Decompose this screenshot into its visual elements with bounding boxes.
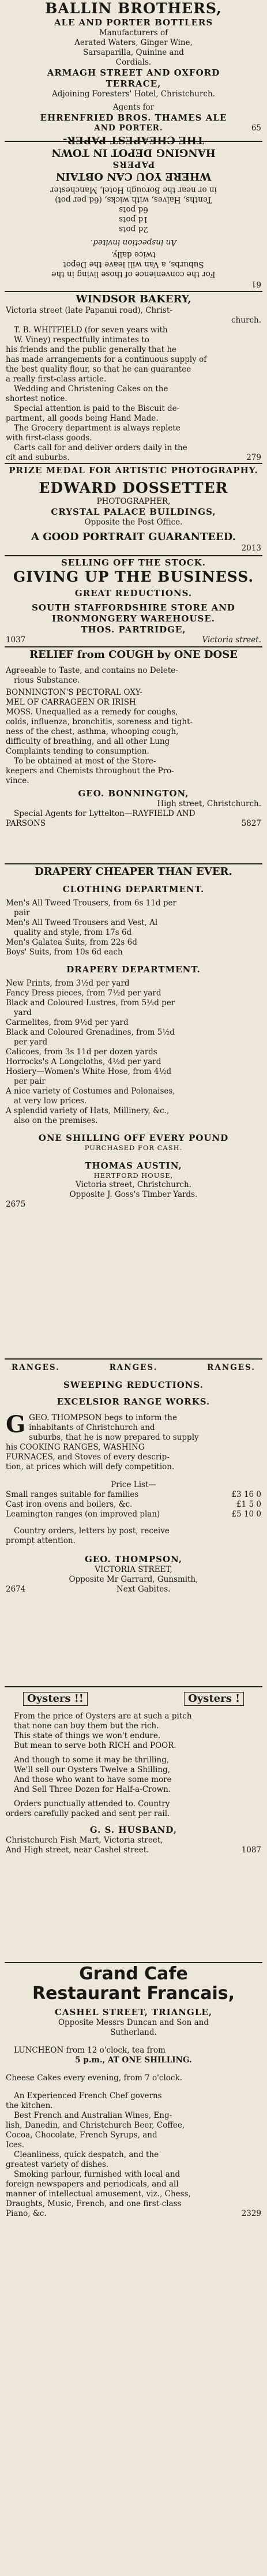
partridge-line1: GIVING UP THE BUSINESS. [13,568,254,585]
cafe-l15: Smoking parlour, furnished with local and [14,2170,180,2179]
bonnington-title: RELIEF from COUGH by ONE DOSE [29,649,238,661]
bonnington-line16-text: PARSONS [6,819,46,828]
divider [5,1686,262,1687]
windsor-line10: shortest notice. [6,394,67,403]
austin-d6: Black and Coloured Grenadines, from 5½d [6,1028,175,1037]
austin-c1: Men's All Tweed Trousers, from 6s 11d per [6,898,176,908]
ballin-line1: ALE AND PORTER BOTTLERS [54,17,213,28]
bonnington-line6: colds, influenza, bronchitis, soreness and tight- [6,717,193,727]
husband-p12: Christchurch Fish Mart, Victoria street, [6,1836,163,1845]
austin-addr1: HERTFORD HOUSE, [93,1171,174,1180]
hanging-inv11: PAPERS [112,159,155,170]
dossetter-prize: PRIZE MEDAL FOR ARTISTIC PHOTOGRAPHY. [9,465,258,475]
cafe-l19 [6,2209,261,2219]
bonnington-line8: difficulty of breathing, and all other Lung [6,737,170,746]
thompson-p5: FURNACES, and Stoves of every descrip- [6,1452,170,1462]
austin-d2: Fancy Dress pieces, from 7½d per yard [6,989,161,998]
bonnington-line16-num: 5827 [241,819,261,828]
ad-thompson-ranges [0,1361,267,1684]
austin-d11: per pair [14,1077,46,1086]
husband-p3: This state of things we won't endure. [14,1731,161,1740]
cafe-l12: Ices. [6,2140,25,2150]
austin-d5: Carmelites, from 9½d per yard [6,1018,129,1027]
cafe-l8: the kitchen. [6,2101,53,2110]
austin-c3: Men's All Tweed Trousers and Vest, Al [6,918,158,927]
bonnington-line16 [6,819,261,829]
husband-p1: From the price of Oysters are at such a pitch [14,1712,192,1721]
cafe-title-2: Restaurant Francais, [32,1983,235,2004]
partridge-line4: IRONMONGERY WAREHOUSE. [51,613,216,624]
ad-hanging-depot-inverted [0,134,267,289]
ballin-line5: Cordials. [115,58,152,67]
bonnington-line15: Special Agents for Lyttelton—RAYFIELD AND [14,809,195,818]
cafe-l10: lish, Danedin, and Christchurch Beer, Coffee, [6,2121,185,2130]
thompson-r2-label: Cast iron ovens and boilers, &c. [6,1500,133,1509]
cafe-l17: manner of intellectual amusement, viz., Chess, [6,2189,191,2199]
ad-ballin-brothers [0,0,267,103]
thompson-top3: RANGES. [207,1363,255,1372]
hanging-inv5: 2d pots [119,224,148,234]
hanging-inv9: in or near the Borough Hotel, Manchester [50,185,217,194]
husband-p6: We'll sell our Oysters Twelve a Shilling, [14,1765,170,1774]
windsor-line16-num: 279 [246,453,261,462]
hanging-inv13: THE CHEAPEST PAPER- [62,134,205,146]
windsor-line11: Special attention is paid to the Biscuit de- [14,404,180,413]
dossetter-num: 2013 [241,544,261,553]
windsor-line16 [6,453,261,463]
austin-c4: quality and style, from 17s 6d [14,928,132,937]
windsor-line5: his friends and the public generally that he [6,345,177,354]
husband-title-2: Oysters ! [184,1692,244,1706]
windsor-line2: church. [231,316,261,325]
cafe-title-1: Grand Cafe [79,1964,188,1984]
bonnington-line10: To be obtained at most of the Store- [14,757,156,766]
ad-partridge-ironmongery [0,557,267,644]
bonnington-line13: GEO. BONNINGTON, [78,788,189,799]
windsor-line12: partment, all goods being Hand Made. [6,414,159,423]
austin-shilling: ONE SHILLING OFF EVERY POUND [38,1133,229,1143]
austin-d12: A nice variety of Costumes and Polonaises, [6,1087,175,1096]
windsor-line1: Victoria street (late Papanui road), Christ- [6,306,172,315]
dossetter-line3: Opposite the Post Office. [84,518,183,527]
austin-d7: per yard [14,1038,48,1047]
hanging-inv14-num: 61 [251,279,261,289]
windsor-line16-text: cit and suburbs. [6,453,70,462]
thompson-dropcap: G [6,1411,26,1438]
windsor-line7: the best quality flour, so that he can guarantee [6,365,191,374]
ad-grand-cafe [0,1964,267,2576]
windsor-line8: a really first-class article. [6,375,107,384]
cafe-l19-text: Piano, &c. [6,2209,47,2218]
austin-clothing-heading: CLOTHING DEPARTMENT. [62,884,205,894]
windsor-line9: Wedding and Christening Cakes on the [14,384,168,394]
windsor-line13: The Grocery department is always replete [14,424,180,433]
husband-p13-num: 1087 [241,1845,261,1855]
thompson-r1-label: Small ranges suitable for families [6,1490,139,1499]
thompson-addr3-text: Next Gabites. [116,1585,171,1594]
divider [5,463,262,464]
austin-d3: Black and Coloured Lustres, from 5½d per [6,998,175,1008]
austin-d13: at very low prices. [14,1096,87,1106]
hanging-inv2: Suburbs, a Van will leave the Depot [63,260,204,269]
dossetter-guarantee: A GOOD PORTRAIT GUARANTEED. [31,531,236,543]
ballin-line11-text: AND PORTER. [94,123,163,133]
cafe-l11: Cocoa, Chocolate, French Syrups, and [6,2131,157,2140]
husband-p8: And Sell Three Dozen for Half-a-Crown. [14,1785,171,1794]
bonnington-line3: BONNINGTON'S PECTORAL OXY- [6,688,142,697]
husband-p7: And those who want to have some more [14,1775,172,1784]
partridge-line0: SELLING OFF THE STOCK. [61,557,206,568]
partridge-line6-num: 1037 [6,635,26,645]
thompson-p4: his COOKING RANGES, WASHING [6,1443,145,1452]
bonnington-line7: ness of the chest, asthma, whooping cough, [6,727,179,736]
cafe-l5: 5 p.m., AT ONE SHILLING. [75,2055,192,2065]
thompson-r1-price: £3 16 0 [231,1490,261,1499]
dossetter-line2: CRYSTAL PALACE BUILDINGS, [51,507,216,517]
cafe-l2: Opposite Messrs Duncan and Son and [58,2018,209,2027]
hanging-inv4: An inspection invited. [90,238,177,247]
ad-austin-drapery [0,866,267,1356]
thompson-p6: tion, at prices which will defy competition. [6,1462,175,1472]
thompson-p2: inhabitants of Christchurch and [29,1423,155,1432]
cafe-l18: Draughts, Music, French, and one first-class [6,2199,182,2208]
hanging-inv6: 1d pots [119,215,148,224]
bonnington-line2: rious Substance. [14,676,80,685]
windsor-line6: has made arrangements for a continuous supply of [6,355,207,364]
bonnington-line14: High street, Christchurch. [157,799,261,808]
ballin-line10: EHRENFRIED BROS. THAMES ALE [40,113,227,123]
partridge-line6 [6,635,261,645]
thompson-ranges-row [6,1361,261,1373]
cafe-l6: Cheese Cakes every evening, from 7 o'clock. [6,2073,182,2083]
husband-p11: G. S. HUSBAND, [89,1825,178,1835]
austin-c6: Boys' Suits, from 10s 6d each [6,948,123,957]
thompson-price-row-1 [6,1490,261,1500]
husband-title-row [6,1688,261,1706]
ballin-line6: ARMAGH STREET AND OXFORD [47,68,220,78]
ad-husband-oysters [0,1688,267,1960]
thompson-r3-price: £5 10 0 [231,1510,261,1519]
thompson-price-row-2 [6,1500,261,1510]
husband-p2: that none can buy them but the rich. [14,1721,159,1731]
cafe-l9: Best French and Australian Wines, Eng- [14,2111,172,2120]
divider [5,1358,262,1360]
ballin-line8: Adjoining Foresters' Hotel, Christchurch. [52,89,215,99]
partridge-line3: SOUTH STAFFORDSHIRE STORE AND [32,602,235,613]
windsor-title: WINDSOR BAKERY, [76,293,191,305]
austin-d10: Hosiery—Women's White Hose, from 4½d [6,1067,172,1076]
bonnington-line4: MEL OF CARRAGEEN OR IRISH [6,698,136,707]
bonnington-line9: Complaints tending to consumption. [6,747,149,756]
hanging-inv1: For the convenience of those living in the [51,269,216,279]
bonnington-line11: keepers and Chemists throughout the Pro- [6,766,174,776]
bonnington-line5: MOSS. Unequalled as a remedy for coughs, [6,707,178,717]
partridge-line5: THOS. PARTRIDGE, [81,624,186,635]
divider [5,291,262,292]
partridge-line6-text: Victoria street. [202,635,261,645]
ballin-line11-num: 65 [251,123,261,133]
hanging-inv12: HANGING DEPOT IN TOWN [51,147,216,159]
ad-bonnington-cough-remedy [0,649,267,861]
thompson-addr3-num: 2674 [6,1585,26,1594]
austin-d14: A splendid variety of Hats, Millinery, &c., [6,1106,170,1115]
cafe-l16: foreign newspapers and periodicals, and all [6,2180,179,2189]
thompson-r3-label: Leamington ranges (on improved plan) [6,1510,160,1519]
austin-d1: New Prints, from 3½d per yard [6,979,130,988]
windsor-line3: T. B. WHITFIELD (for seven years with [14,325,168,335]
cafe-l7: An Experienced French Chef governs [14,2091,162,2101]
austin-c2: pair [14,908,30,918]
austin-name: THOMAS AUSTIN, [85,1160,182,1171]
thompson-p3: suburbs, that he is now prepared to supply [29,1433,199,1442]
thompson-sweep: SWEEPING REDUCTIONS. [63,1380,204,1390]
hanging-inv8: Tenths, Halves, with wicks, (6d per pot) [55,195,212,204]
austin-num: 2675 [6,1200,26,1209]
austin-purchased: PURCHASED FOR CASH. [84,1144,183,1152]
ballin-line11 [6,123,261,133]
austin-d15: also on the premises. [14,1116,98,1125]
thompson-pricelist: Price List— [111,1480,156,1489]
cafe-l13: Cleanliness, quick despatch, and the [14,2150,159,2159]
husband-p10: orders carefully packed and sent per rail. [6,1809,170,1818]
austin-d9: Horrocks's A Longcloths, 4½d per yard [6,1057,161,1066]
husband-p13-text: And High street, near Cashel street. [6,1845,149,1855]
husband-p13 [6,1845,261,1855]
bonnington-line1: Agreeable to Taste, and contains no Delete- [6,666,178,675]
thompson-paragraph [6,1413,261,1472]
hanging-inv10: WHERE YOU CAN OBTAIN [55,170,212,182]
divider [5,863,262,864]
husband-p5: And though to some it may be thrilling, [14,1755,170,1765]
hanging-inv14 [6,279,261,289]
dossetter-line1: PHOTOGRAPHER, [96,497,171,506]
windsor-line4: W. Viney) respectfully intimates to [14,335,149,345]
hanging-inv7: 6d pots [119,205,148,214]
husband-p4: But mean to serve both RICH and POOR. [14,1741,176,1750]
cafe-l14: greatest variety of dishes. [6,2160,109,2169]
divider [5,646,262,647]
bonnington-line12: vince. [6,776,29,785]
austin-addr3: Opposite J. Goss's Timber Yards. [69,1190,198,1199]
thompson-addr1: VICTORIA STREET, [95,1565,172,1574]
divider [5,1962,262,1963]
austin-addr2: Victoria street, Christchurch. [76,1180,191,1189]
thompson-addr3 [6,1585,261,1594]
hanging-inv3: twice daily. [111,250,156,259]
thompson-p1: GEO. THOMPSON begs to inform the [29,1413,177,1422]
ballin-line7: TERRACE, [106,78,161,89]
cafe-l4: LUNCHEON from 12 o'clock, tea from [14,2046,166,2055]
husband-title-1: Oysters !! [23,1692,88,1706]
thompson-q2: prompt attention. [6,1536,76,1545]
thompson-addr2: Opposite Mr Garrard, Gunsmith, [69,1575,198,1584]
austin-title: DRAPERY CHEAPER THAN EVER. [35,866,232,878]
ballin-line2: Manufacturers of [99,28,168,38]
thompson-name: GEO. THOMPSON, [84,1554,183,1564]
ad-windsor-bakery [0,293,267,460]
divider [5,555,262,556]
ad-dossetter-photographer [0,465,267,553]
austin-drapery-heading: DRAPERY DEPARTMENT. [66,964,201,975]
partridge-line2: GREAT REDUCTIONS. [74,588,193,598]
thompson-top1: RANGES. [12,1363,60,1372]
ballin-line4: Sarsaparilla, Quinine and [83,48,184,57]
thompson-r2-price: £1 5 0 [236,1500,261,1509]
thompson-excel: EXCELSIOR RANGE WORKS. [57,1396,210,1407]
windsor-line14: with first-class goods. [6,433,92,443]
austin-d8: Calicoes, from 3s 11d per dozen yards [6,1047,157,1057]
windsor-line15: Carts call for and deliver orders daily in the [14,443,187,452]
cafe-l3: Sutherland. [110,2028,157,2037]
thompson-top2: RANGES. [109,1363,158,1372]
austin-c5: Men's Galatea Suits, from 22s 6d [6,938,137,947]
thompson-price-row-3 [6,1510,261,1519]
cafe-l1: CASHEL STREET, TRIANGLE, [54,2007,213,2017]
thompson-q1: Country orders, letters by post, receive [14,1526,170,1536]
cafe-l19-num: 2329 [241,2209,261,2218]
dossetter-name: EDWARD DOSSETTER [39,480,228,496]
austin-d4: yard [14,1008,32,1017]
ballin-title: BALLIN BROTHERS, [45,0,222,17]
ballin-line3: Aerated Waters, Ginger Wine, [74,38,193,47]
ballin-line9: Agents for [112,103,155,112]
husband-p9: Orders punctually attended to. Country [14,1799,170,1809]
